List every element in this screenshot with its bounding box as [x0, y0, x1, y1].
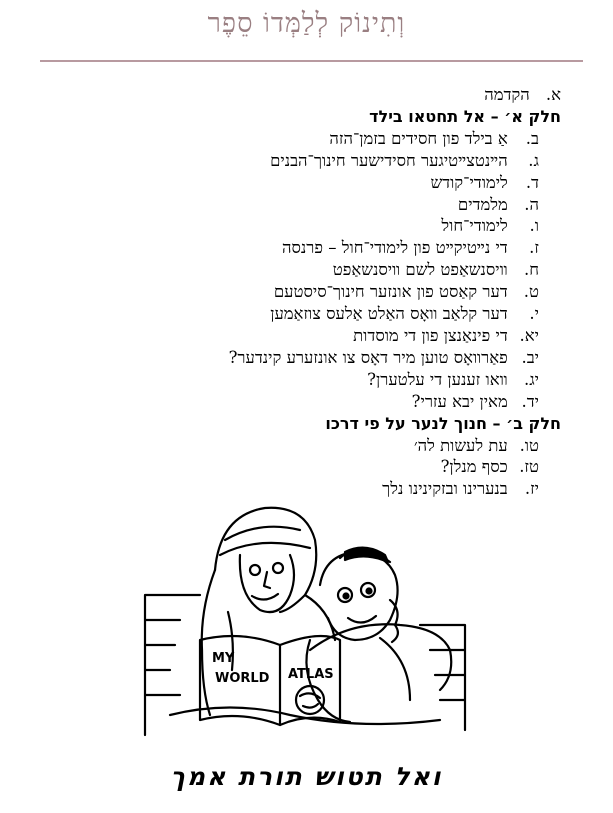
toc-entry-text: עת לעשות לה׳: [413, 435, 508, 455]
toc-entry-number: ט.: [523, 282, 539, 302]
toc-section-heading: [91, 106, 561, 128]
toc-entry-text: מלמדים: [457, 194, 508, 214]
toc-entry: [91, 347, 561, 369]
toc-entry-text: װאו זענען די עלטערן?: [367, 369, 508, 389]
toc-entry-number: יג.: [523, 369, 539, 389]
toc-entry-number: ה.: [524, 194, 539, 214]
toc-section-heading: [91, 413, 561, 435]
toc-entry-text: פאַרװאָס טוען מיר דאָס צו אונזערע קינדער?: [228, 347, 508, 367]
toc-entry: [91, 325, 561, 347]
toc-entry-number: ב.: [525, 128, 539, 148]
toc-entry-text: הײנטצײטיגער חסידישער חינוך־הבנים: [270, 150, 508, 170]
toc-entry-number: יא.: [519, 325, 539, 345]
book-word-my: MY: [212, 651, 235, 666]
toc-entry: [91, 303, 561, 325]
toc-entry: [91, 456, 561, 478]
toc-entry-number: ו.: [529, 216, 539, 236]
toc-entry-text: דער קלאַב װאָס האַלט אַלעס צוזאַמען: [270, 304, 508, 324]
toc-entry-text: לימודי־קודש: [430, 172, 508, 192]
toc-entry-text: חלק ב׳ – חנוך לנער על פי דרכו: [325, 413, 561, 433]
mother-and-child-reading-illustration: [140, 500, 470, 745]
toc-entry: [91, 259, 561, 281]
toc-entry: [91, 435, 561, 457]
toc-entry: [91, 150, 561, 172]
toc-entry: [91, 84, 561, 106]
toc-entry: [91, 172, 561, 194]
toc-entry-text: לימודי־חול: [441, 216, 508, 236]
toc-entry-number: ח.: [523, 260, 539, 280]
toc-entry: [91, 215, 561, 237]
toc-entry-text: בנערינו ובזקינינו נלך: [382, 479, 508, 499]
toc-entry-number: טו.: [519, 435, 539, 455]
toc-entry-text: דער קאַסט פון אונזער חינוך־סיסטעם: [273, 282, 508, 302]
toc-entry: [91, 369, 561, 391]
motto-text: ואל תטוש תורת אמך: [170, 762, 443, 791]
toc-entry-text: אַ בילד פון חסידים בזמן־הזה: [329, 128, 508, 148]
table-of-contents: [91, 84, 561, 500]
toc-entry-text: װיסנשאַפט לשם װיסנשאַפט: [332, 260, 508, 280]
toc-entry: [91, 281, 561, 303]
toc-entry: [91, 391, 561, 413]
book-word-world: WORLD: [215, 671, 270, 686]
title-divider: [40, 60, 583, 62]
toc-entry-number: ז.: [529, 238, 539, 258]
toc-entry-number: י.: [529, 304, 539, 324]
toc-entry-text: כסף מנלן?: [440, 457, 508, 477]
toc-entry-number: יד.: [521, 391, 539, 411]
book-word-atlas: ATLAS: [288, 667, 334, 682]
toc-entry-number: יב.: [521, 347, 539, 367]
toc-entry: [91, 237, 561, 259]
toc-entry-number: א.: [545, 85, 561, 104]
toc-entry-text: די נײטיקײט פון לימודי־חול – פרנסה: [282, 238, 508, 258]
toc-entry-number: יז.: [524, 479, 539, 499]
toc-entry-number: ד.: [525, 172, 539, 192]
page-title: וְתִינוֹק לְלַמְּדוֹ סֵפֶר: [207, 8, 406, 39]
toc-entry: [91, 194, 561, 216]
toc-entry-text: די פינאַנצן פון די מוסדות: [353, 325, 508, 345]
toc-entry-text: מאין יבא עזרי?: [411, 391, 508, 411]
toc-entry: [91, 478, 561, 500]
toc-entry: [91, 128, 561, 150]
toc-entry-text: חלק א׳ – אל תחטאו בילד: [369, 106, 561, 126]
toc-entry-number: טז.: [519, 457, 539, 477]
toc-entry-number: ג.: [528, 150, 539, 170]
toc-entry-text: הקדמה: [484, 85, 530, 104]
